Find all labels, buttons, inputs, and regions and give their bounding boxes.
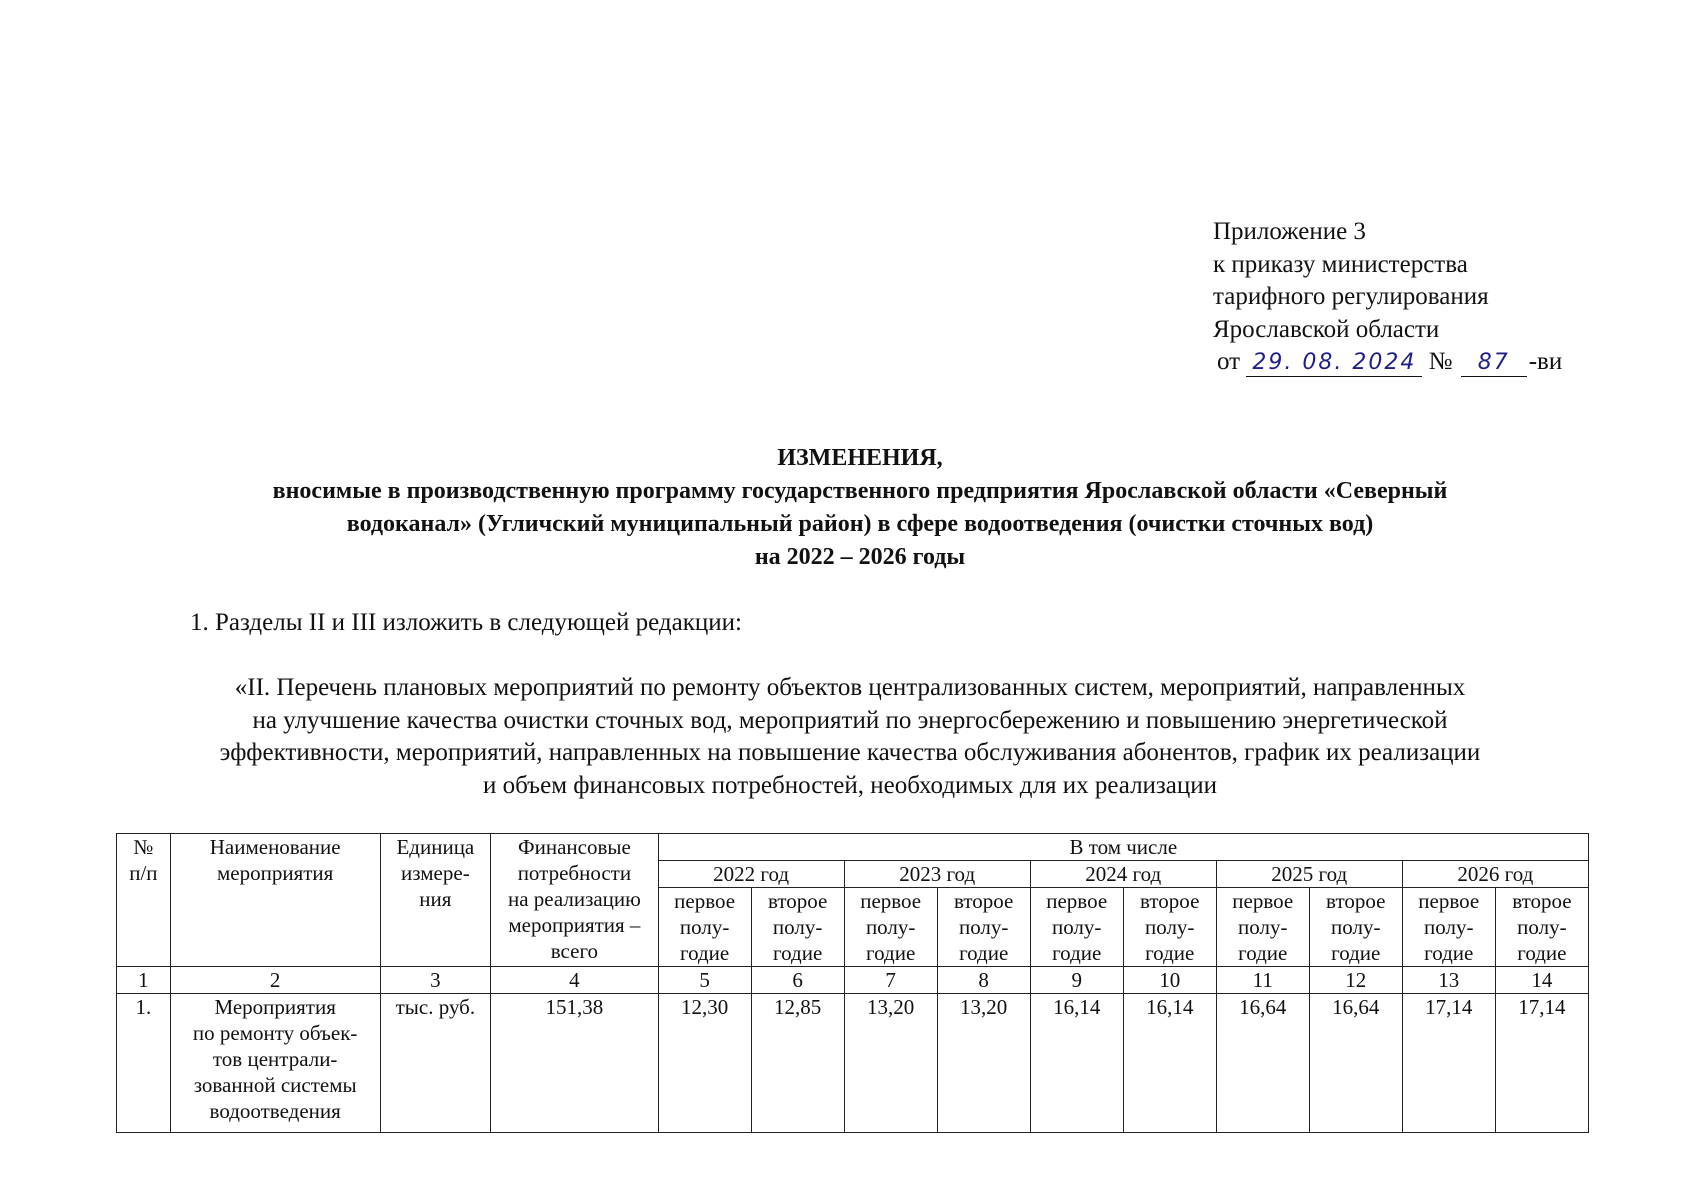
header-second-half: второе полу- годие — [937, 888, 1030, 967]
header-year: 2023 год — [844, 861, 1030, 888]
column-number: 6 — [751, 967, 844, 994]
header-second-half: второе полу- годие — [1309, 888, 1402, 967]
column-number: 14 — [1495, 967, 1588, 994]
column-number: 11 — [1216, 967, 1309, 994]
header-year: 2026 год — [1402, 861, 1588, 888]
header-first-half: первое полу- годие — [844, 888, 937, 967]
handwritten-date: 29. 08. 2024 — [1246, 350, 1422, 377]
column-number: 13 — [1402, 967, 1495, 994]
row-number: 1. — [117, 994, 171, 1133]
appendix-line: к приказу министерства — [1213, 250, 1468, 278]
column-number: 9 — [1030, 967, 1123, 994]
appendix-line: тарифного регулирования — [1213, 283, 1489, 310]
header-unit: Единица измере- ния — [380, 834, 491, 967]
column-number: 8 — [937, 967, 1030, 994]
section-heading-line: и объем финансовых потребностей, необходимых для их реализации — [482, 771, 1218, 799]
section-heading-line: на улучшение качества очистки сточных вод, мероприятий по энергосбережению и повышению энергетической — [252, 706, 1448, 734]
column-number: 12 — [1309, 967, 1402, 994]
row-value: 16,64 — [1216, 994, 1309, 1133]
row-value: 16,64 — [1309, 994, 1402, 1133]
row-unit: тыс. руб. — [380, 994, 491, 1133]
order-date-line — [1217, 346, 1562, 379]
header-year: 2022 год — [658, 861, 844, 888]
section-heading — [120, 672, 1580, 802]
header-including: В том числе — [658, 834, 1588, 861]
number-suffix: -ви — [1528, 348, 1563, 375]
column-number: 5 — [658, 967, 751, 994]
row-value: 16,14 — [1123, 994, 1216, 1133]
header-first-half: первое полу- годие — [1216, 888, 1309, 967]
row-value: 13,20 — [937, 994, 1030, 1133]
appendix-block — [1213, 216, 1562, 379]
appendix-line: Приложение 3 — [1213, 218, 1366, 245]
title-line: вносимые в производственную программу государственного предприятия Ярославской области «Северный — [272, 478, 1448, 504]
row-value: 17,14 — [1495, 994, 1588, 1133]
column-numbers-row — [117, 967, 1589, 994]
activities-table — [116, 833, 1589, 1133]
handwritten-number: 87 — [1461, 350, 1527, 377]
title-line: водоканал» (Угличский муниципальный район) в сфере водоотведения (очистки сточных вод) — [346, 511, 1374, 537]
header-second-half: второе полу- годие — [1123, 888, 1216, 967]
row-value: 12,30 — [658, 994, 751, 1133]
header-year: 2025 год — [1216, 861, 1402, 888]
title-line: на 2022 – 2026 годы — [754, 544, 966, 570]
row-value: 16,14 — [1030, 994, 1123, 1133]
header-first-half: первое полу- годие — [1402, 888, 1495, 967]
header-year: 2024 год — [1030, 861, 1216, 888]
appendix-line: Ярославской области — [1213, 315, 1440, 343]
header-name: Наименование мероприятия — [170, 834, 380, 967]
row-name: Мероприятия по ремонту объек- тов централи- зованной системы водоотведения — [170, 994, 380, 1133]
header-second-half: второе полу- годие — [1495, 888, 1588, 967]
header-num: № п/п — [117, 834, 171, 967]
header-second-half: второе полу- годие — [751, 888, 844, 967]
row-value: 13,20 — [844, 994, 937, 1133]
column-number: 4 — [491, 967, 658, 994]
column-number: 3 — [380, 967, 491, 994]
row-value: 12,85 — [751, 994, 844, 1133]
header-row — [117, 834, 1589, 861]
table-row — [117, 994, 1589, 1133]
intro-paragraph: 1. Разделы II и III изложить в следующей редакции: — [190, 609, 742, 636]
column-number: 7 — [844, 967, 937, 994]
section-heading-line: эффективности, мероприятий, направленных на повышение качества обслуживания абонентов, график их реализации — [219, 739, 1481, 766]
header-first-half: первое полу- годие — [658, 888, 751, 967]
column-number: 1 — [117, 967, 171, 994]
section-heading-line: «II. Перечень плановых мероприятий по ремонту объектов централизованных систем, мероприятий, направленных — [234, 674, 1466, 701]
date-prefix: от — [1217, 348, 1241, 375]
document-title — [110, 442, 1610, 574]
number-sign: № — [1428, 348, 1453, 375]
header-first-half: первое полу- годие — [1030, 888, 1123, 967]
row-total: 151,38 — [491, 994, 658, 1133]
row-value: 17,14 — [1402, 994, 1495, 1133]
column-number: 10 — [1123, 967, 1216, 994]
column-number: 2 — [170, 967, 380, 994]
title-line: ИЗМЕНЕНИЯ, — [777, 445, 943, 471]
header-financial: Финансовые потребности на реализацию мероприятия – всего — [491, 834, 658, 967]
